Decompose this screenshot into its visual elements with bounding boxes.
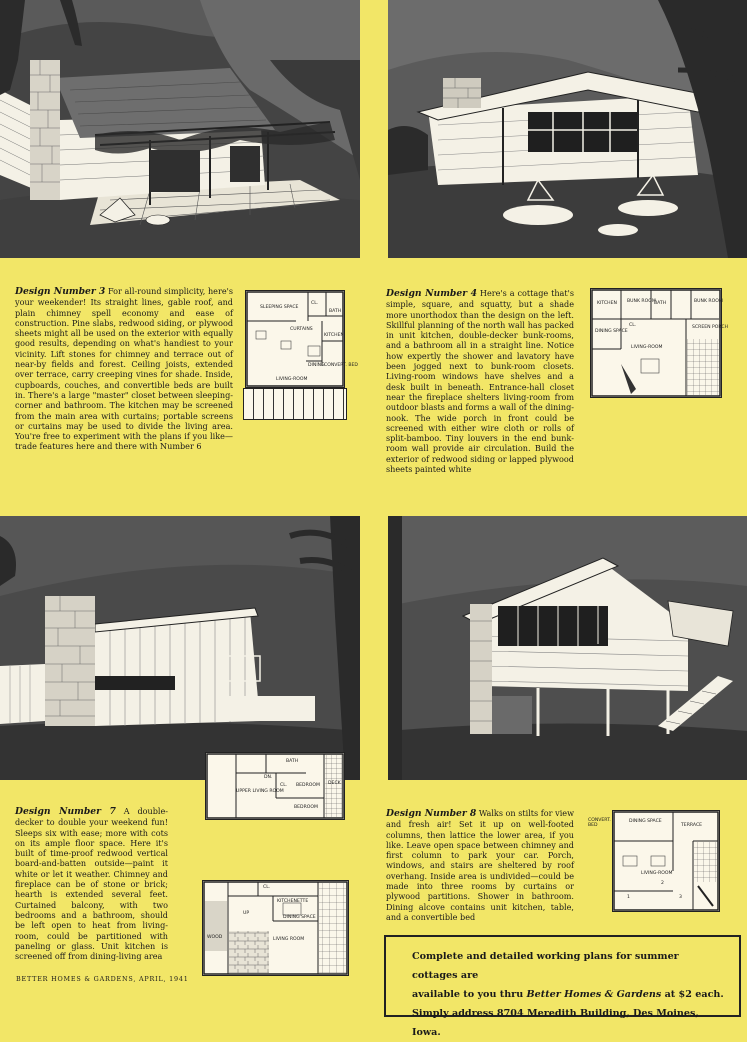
design-3-heading: Design Number 3 [15,286,106,297]
design-3-description [15,286,233,452]
plan-7l-label-kitchenette: KITCHENETTE [277,899,309,904]
design-4-heading: Design Number 4 [386,288,477,299]
magazine-footer: BETTER HOMES & GARDENS, APRIL, 1941 [16,975,189,983]
plan-8-label-dining: DINING SPACE [629,819,662,824]
plan-7l-label-up: UP [243,911,250,916]
plan-7l-label-dining: DINING SPACE [283,915,316,920]
plan-8-label-living: LIVING-ROOM [641,871,673,876]
plan-7u-label-bedroom-1: BEDROOM [296,783,320,788]
plan-3-label-bath: BATH [329,309,342,314]
plan-4-label-bath: BATH [654,301,667,306]
offer-magazine-name: Better Homes & Gardens [526,989,662,1000]
plan-8-label-3: 3 [679,895,682,900]
plan-7l-label-wood: WOOD [207,935,223,940]
offer-line-1: Complete and detailed working plans for summer cottages are [412,951,679,981]
illustration-design-4 [388,0,747,258]
plan-7u-label-deck: DECK [328,781,341,786]
design-8-heading: Design Number 8 [386,808,477,819]
plan-4-label-porch: SCREEN PORCH [692,325,729,330]
floor-plan-design-3 [245,290,358,388]
illustration-design-8 [388,516,747,780]
plan-4-label-dining: DINING SPACE [595,329,628,334]
plan-7u-label-upper-living: UPPER LIVING ROOM [236,789,284,794]
illustration-design-7 [0,516,360,780]
design-7-description [15,806,168,961]
design-8-description [386,808,574,922]
plan-4-label-living: LIVING-ROOM [631,345,663,350]
plan-3-label-curtains: CURTAINS [290,327,313,332]
plan-3-label-kitchen: KITCHEN [324,333,344,338]
design-7-text: A double-decker to double your weekend fun! Sleeps six with ease; more with cots on its ample floor space. Here it's built of time-proof redwood vertical board-and-batten outside—paint it white or let it weather. Chimney and fireplace can be of stone or brick; hearth is extended several feet. Curtained balcony, with two bedrooms and a bathroom, should be left open to heat from living-room, could be partitioned with paneling or glass. Unit kitchen is screened off from dining-living area [15,806,169,962]
floor-plan-design-4 [590,288,729,398]
plan-7u-label-bedroom-2: BEDROOM [294,805,318,810]
offer-line-3: Simply address 8704 Meredith Building, Des Moines, Iowa. [412,1008,699,1038]
floor-plan-design-7-upper [205,752,345,820]
plan-3-label-convert-bed: CONVERT. BED [324,363,358,368]
plan-7u-label-bath: BATH [286,759,299,764]
plan-7l-label-cl: CL. [263,885,271,890]
plan-3-label-dining: DINING [308,363,325,368]
plan-3-terrace [243,388,347,420]
plan-7u-label-cl: CL. [280,783,288,788]
plan-3-label-living: LIVING-ROOM [276,377,308,382]
plan-3-label-cl: CL. [311,301,319,306]
plan-4-label-bunk-1: BUNK ROOM [627,299,656,304]
plan-8-label-convert-bed: CONVERT. BED [588,818,611,828]
floor-plan-design-7-lower [202,880,349,976]
floor-plan-design-8 [612,810,720,912]
offer-line-2 [412,985,727,1004]
plan-3-label-sleeping: SLEEPING SPACE [260,305,299,310]
plan-7l-label-living: LIVING ROOM [273,937,305,942]
plan-8-label-1: 1 [627,895,630,900]
offer-line-2-pre: available to you thru [412,989,527,1000]
plan-4-label-bunk-2: BUNK ROOM [694,299,723,304]
design-8-text: Walks on stilts for view and fresh air! Set it up on well-footed columns, then lattice the lower area, if you like. Leave open space between chimney and first column to park your car. Porch, windows, and stairs are sheltered by roof overhang. Inside area is undivided—could be made into three rooms by curtains or plywood partitions. Shower in bathroom. Dining alcove contains unit kitchen, table, and a convertible bed [386,808,574,922]
offer-line-2-post: at $2 each. [661,989,724,1000]
design-4-text: Here's a cottage that's simple, square, and squatty, but a shade more unorthodox than the design on the left. Skillful planning of the north wall has packed in unit kitchen, double-decker bunk-rooms, and a bathroom all in a straight line. Notice how expertly the shower and lavatory have been jogged next to bunk-room closets. Living-room windows have shelves and a desk built in beneath. Entrance-hall closet near the fireplace shelters living-room from outdoor blasts and forms a wall of the dining-nook. The wide porch in front could be screened with either wire cloth or rolls of split-bamboo. Tiny louvers in the end bunk-room wall provide air circulation. Build the exterior of redwood siding or lapped plywood sheets painted white [386,288,575,475]
plan-7u-label-dn: DN. [264,775,273,780]
plan-4-label-kitchen: KITCHEN [597,301,617,306]
plans-offer-box [384,935,741,1038]
plan-8-label-2: 2 [661,881,664,886]
design-3-text: For all-round simplicity, here's your weekender! Its straight lines, gable roof, and plain chimney spell economy and ease of construction. Pine slabs, redwood siding, or plywood sheets might all be used on the exterior with equally good results, depending on what's handiest to your vicinity. Lift stones for chimney and terrace out of near-by fields and forest. Ceiling joists, extended over terrace, carry creeping vines for shade. Inside, cupboards, couches, and convertible beds are built in. There's a large "master" closet between sleeping-corner and bathroom. The kitchen may be screened from the main area with curtains; portable screens or curtains may be used to divide the living area. You're free to experiment with the plans if you like—trade features here and there with Number 6 [15,286,234,452]
design-7-heading: Design Number 7 [15,806,116,817]
plan-4-label-cl: CL. [629,323,637,328]
illustration-design-3 [0,0,360,258]
plan-8-label-terrace: TERRACE [681,823,703,828]
design-4-description [386,288,574,474]
